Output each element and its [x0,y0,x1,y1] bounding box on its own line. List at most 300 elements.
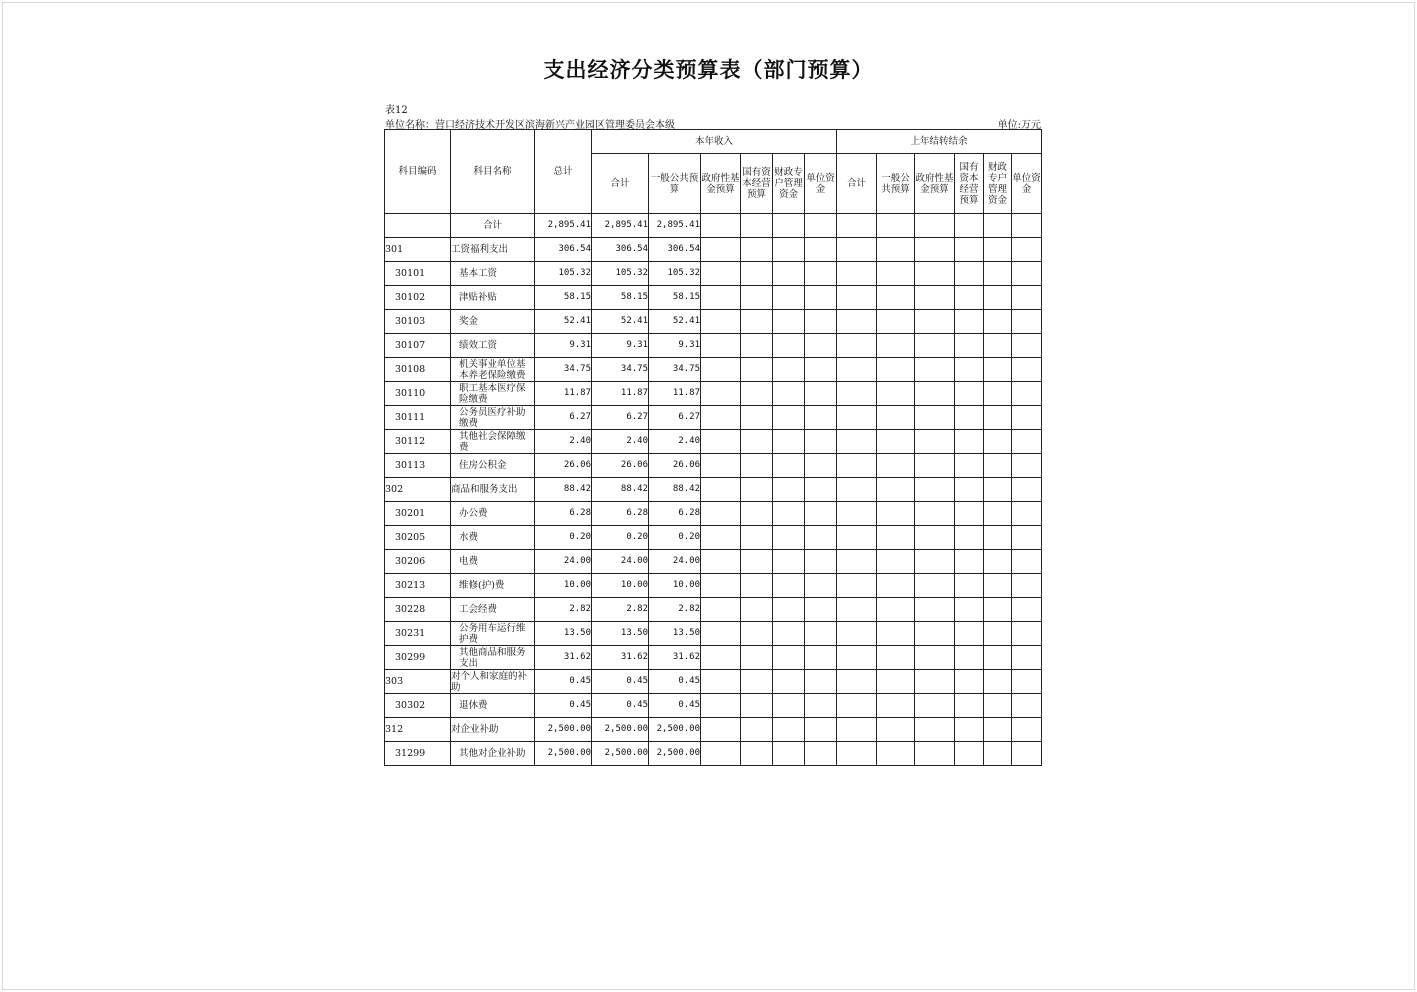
cell-empty [701,742,741,766]
cell-empty [741,598,773,622]
cell-empty [701,310,741,334]
table-row [385,574,1042,598]
cell-empty [773,382,805,406]
cell-cur-sum: 2,895.41 [592,214,649,238]
cell-empty [773,358,805,382]
cell-empty [915,718,955,742]
cell-code: 30110 [385,382,451,406]
table-row [385,358,1042,382]
cell-code: 302 [385,478,451,502]
table-row [385,286,1042,310]
table-row [385,430,1042,454]
cell-code: 30201 [385,502,451,526]
cell-name: 职工基本医疗保险缴费 [451,382,535,406]
cell-name: 合计 [451,214,535,238]
cell-empty [915,622,955,646]
cell-empty [1012,238,1042,262]
cell-cur-general: 10.00 [649,574,701,598]
cell-empty [984,262,1012,286]
header-cur-sum: 合计 [592,154,649,214]
cell-total: 6.28 [535,502,592,526]
cell-code: 30302 [385,694,451,718]
cell-empty [701,478,741,502]
cell-empty [877,214,915,238]
cell-empty [955,454,984,478]
cell-empty [877,478,915,502]
cell-empty [741,358,773,382]
cell-empty [915,694,955,718]
cell-name: 工资福利支出 [451,238,535,262]
cell-empty [955,334,984,358]
cell-empty [915,310,955,334]
cell-empty [984,550,1012,574]
cell-empty [1012,598,1042,622]
cell-total: 52.41 [535,310,592,334]
table-row [385,694,1042,718]
cell-empty [837,454,877,478]
cell-empty [984,430,1012,454]
cell-empty [741,214,773,238]
cell-name: 其他社会保障缴费 [451,430,535,454]
cell-empty [701,430,741,454]
cell-empty [984,238,1012,262]
cell-empty [741,622,773,646]
header-name: 科目名称 [451,130,535,214]
cell-empty [837,574,877,598]
cell-empty [837,310,877,334]
table-row [385,214,1042,238]
cell-empty [915,598,955,622]
cell-empty [877,430,915,454]
cell-empty [805,382,837,406]
cell-cur-general: 13.50 [649,622,701,646]
cell-empty [877,286,915,310]
cell-empty [773,670,805,694]
cell-empty [741,454,773,478]
cell-empty [1012,574,1042,598]
cell-code: 30107 [385,334,451,358]
cell-cur-sum: 31.62 [592,646,649,670]
cell-empty [773,502,805,526]
cell-empty [773,214,805,238]
cell-total: 26.06 [535,454,592,478]
cell-empty [773,622,805,646]
header-cur-fund: 政府性基金预算 [701,154,741,214]
cell-empty [773,406,805,430]
cell-total: 2.82 [535,598,592,622]
cell-empty [955,574,984,598]
cell-empty [741,382,773,406]
cell-name: 退休费 [451,694,535,718]
cell-empty [877,238,915,262]
cell-total: 11.87 [535,382,592,406]
cell-empty [741,670,773,694]
header-carry-unit-fund: 单位资金 [1012,154,1042,214]
cell-empty [805,454,837,478]
cell-empty [837,502,877,526]
cell-empty [701,502,741,526]
cell-name: 基本工资 [451,262,535,286]
cell-empty [984,574,1012,598]
table-row [385,502,1042,526]
cell-code: 30111 [385,406,451,430]
cell-empty [837,430,877,454]
cell-cur-general: 2.82 [649,598,701,622]
cell-cur-general: 0.20 [649,526,701,550]
cell-empty [915,262,955,286]
cell-empty [915,238,955,262]
cell-total: 2.40 [535,430,592,454]
cell-empty [877,310,915,334]
cell-code: 30206 [385,550,451,574]
cell-empty [773,598,805,622]
header-carry-special-account: 财政专户管理资金 [984,154,1012,214]
cell-total: 306.54 [535,238,592,262]
cell-empty [955,694,984,718]
cell-empty [837,622,877,646]
cell-cur-sum: 105.32 [592,262,649,286]
cell-empty [984,502,1012,526]
cell-empty [773,550,805,574]
cell-empty [984,694,1012,718]
cell-empty [701,454,741,478]
cell-total: 13.50 [535,622,592,646]
cell-empty [741,238,773,262]
cell-empty [773,718,805,742]
cell-empty [805,670,837,694]
cell-empty [955,430,984,454]
cell-cur-sum: 34.75 [592,358,649,382]
cell-cur-sum: 11.87 [592,382,649,406]
cell-code: 312 [385,718,451,742]
cell-empty [984,310,1012,334]
cell-empty [915,214,955,238]
cell-name: 电费 [451,550,535,574]
cell-empty [701,382,741,406]
cell-empty [984,622,1012,646]
cell-empty [1012,358,1042,382]
cell-empty [915,646,955,670]
cell-empty [915,670,955,694]
cell-empty [805,430,837,454]
cell-empty [984,382,1012,406]
cell-name: 绩效工资 [451,334,535,358]
cell-empty [741,574,773,598]
cell-total: 2,895.41 [535,214,592,238]
cell-empty [984,526,1012,550]
cell-empty [955,406,984,430]
cell-cur-general: 88.42 [649,478,701,502]
cell-empty [984,598,1012,622]
cell-total: 2,500.00 [535,742,592,766]
cell-empty [805,526,837,550]
cell-empty [805,334,837,358]
cell-cur-sum: 52.41 [592,310,649,334]
cell-empty [984,718,1012,742]
cell-empty [955,382,984,406]
cell-code: 31299 [385,742,451,766]
cell-code: 30231 [385,622,451,646]
cell-empty [915,382,955,406]
cell-empty [837,550,877,574]
cell-empty [837,718,877,742]
header-cur-special-account: 财政专户管理资金 [773,154,805,214]
cell-empty [915,574,955,598]
cell-cur-general: 2,500.00 [649,742,701,766]
cell-cur-general: 52.41 [649,310,701,334]
cell-cur-sum: 26.06 [592,454,649,478]
cell-empty [915,358,955,382]
cell-empty [877,382,915,406]
cell-empty [701,598,741,622]
header-cur-state-capital: 国有资本经营预算 [741,154,773,214]
cell-empty [805,310,837,334]
cell-cur-general: 11.87 [649,382,701,406]
cell-empty [805,718,837,742]
cell-name: 奖金 [451,310,535,334]
cell-empty [984,406,1012,430]
cell-empty [1012,622,1042,646]
cell-total: 88.42 [535,478,592,502]
cell-empty [741,310,773,334]
cell-empty [955,550,984,574]
cell-empty [741,694,773,718]
cell-empty [915,454,955,478]
cell-empty [915,286,955,310]
cell-cur-sum: 2.82 [592,598,649,622]
cell-empty [837,406,877,430]
cell-empty [955,622,984,646]
cell-total: 9.31 [535,334,592,358]
cell-cur-general: 34.75 [649,358,701,382]
table-row [385,310,1042,334]
cell-empty [837,478,877,502]
cell-name: 公务用车运行维护费 [451,622,535,646]
cell-empty [741,718,773,742]
cell-cur-sum: 6.28 [592,502,649,526]
cell-total: 24.00 [535,550,592,574]
cell-empty [955,262,984,286]
cell-empty [1012,454,1042,478]
cell-empty [877,334,915,358]
cell-empty [877,574,915,598]
cell-empty [741,502,773,526]
cell-empty [955,526,984,550]
cell-empty [955,358,984,382]
cell-code: 30101 [385,262,451,286]
table-row [385,334,1042,358]
cell-empty [701,646,741,670]
cell-empty [741,742,773,766]
cell-name: 公务员医疗补助缴费 [451,406,535,430]
table-row [385,622,1042,646]
cell-empty [1012,406,1042,430]
cell-cur-general: 6.27 [649,406,701,430]
cell-empty [915,526,955,550]
table-row [385,238,1042,262]
cell-empty [984,646,1012,670]
cell-empty [805,550,837,574]
cell-name: 水费 [451,526,535,550]
cell-empty [741,550,773,574]
cell-empty [1012,646,1042,670]
cell-empty [1012,742,1042,766]
cell-empty [701,334,741,358]
table-row [385,454,1042,478]
cell-empty [877,454,915,478]
cell-empty [877,646,915,670]
cell-code [385,214,451,238]
cell-empty [915,550,955,574]
cell-cur-general: 26.06 [649,454,701,478]
cell-name: 机关事业单位基本养老保险缴费 [451,358,535,382]
cell-empty [877,670,915,694]
cell-cur-sum: 24.00 [592,550,649,574]
cell-empty [805,406,837,430]
cell-empty [741,430,773,454]
cell-empty [773,334,805,358]
cell-name: 其他商品和服务支出 [451,646,535,670]
cell-empty [915,742,955,766]
cell-empty [773,574,805,598]
cell-empty [1012,214,1042,238]
header-total: 总计 [535,130,592,214]
cell-empty [915,334,955,358]
header-code: 科目编码 [385,130,451,214]
cell-cur-general: 31.62 [649,646,701,670]
cell-total: 2,500.00 [535,718,592,742]
cell-empty [805,238,837,262]
cell-empty [837,742,877,766]
cell-empty [741,286,773,310]
cell-empty [984,742,1012,766]
cell-cur-sum: 2.40 [592,430,649,454]
cell-cur-general: 0.45 [649,670,701,694]
cell-cur-general: 2,895.41 [649,214,701,238]
cell-empty [805,574,837,598]
cell-code: 30213 [385,574,451,598]
cell-empty [773,694,805,718]
cell-name: 津贴补贴 [451,286,535,310]
cell-name: 工会经费 [451,598,535,622]
cell-name: 维修(护)费 [451,574,535,598]
table-row [385,742,1042,766]
cell-empty [701,406,741,430]
cell-empty [877,694,915,718]
cell-empty [805,478,837,502]
cell-empty [773,430,805,454]
cell-empty [1012,526,1042,550]
cell-cur-general: 306.54 [649,238,701,262]
cell-empty [701,526,741,550]
header-cur-unit-fund: 单位资金 [805,154,837,214]
cell-empty [805,742,837,766]
header-carry-state-capital: 国有资本经营预算 [955,154,984,214]
table-row [385,382,1042,406]
cell-cur-sum: 0.45 [592,670,649,694]
header-row-1 [385,130,1042,154]
cell-empty [805,262,837,286]
cell-empty [701,694,741,718]
cell-empty [773,526,805,550]
cell-total: 0.45 [535,694,592,718]
unit-label: 单位:万元 [997,120,1041,131]
cell-empty [1012,334,1042,358]
cell-cur-sum: 58.15 [592,286,649,310]
header-current-income: 本年收入 [592,130,837,154]
cell-cur-sum: 0.45 [592,694,649,718]
cell-empty [877,358,915,382]
cell-empty [915,430,955,454]
cell-empty [701,358,741,382]
cell-empty [773,286,805,310]
cell-empty [701,622,741,646]
cell-empty [1012,502,1042,526]
cell-empty [984,334,1012,358]
cell-empty [701,262,741,286]
cell-code: 30228 [385,598,451,622]
cell-cur-sum: 9.31 [592,334,649,358]
cell-empty [837,358,877,382]
cell-empty [877,502,915,526]
cell-cur-general: 9.31 [649,334,701,358]
cell-empty [1012,382,1042,406]
header-carryover: 上年结转结余 [837,130,1042,154]
cell-code: 30112 [385,430,451,454]
cell-empty [1012,262,1042,286]
cell-empty [877,262,915,286]
budget-table [384,129,1042,766]
cell-empty [1012,310,1042,334]
cell-empty [805,286,837,310]
cell-empty [955,286,984,310]
cell-empty [701,670,741,694]
cell-empty [701,214,741,238]
cell-empty [773,238,805,262]
cell-cur-general: 24.00 [649,550,701,574]
cell-code: 30205 [385,526,451,550]
table-row [385,646,1042,670]
cell-cur-sum: 88.42 [592,478,649,502]
cell-cur-sum: 2,500.00 [592,742,649,766]
cell-empty [805,214,837,238]
cell-cur-sum: 306.54 [592,238,649,262]
cell-empty [984,670,1012,694]
cell-empty [741,406,773,430]
cell-empty [1012,478,1042,502]
cell-empty [915,406,955,430]
table-row [385,262,1042,286]
cell-total: 0.20 [535,526,592,550]
cell-empty [877,598,915,622]
table-row [385,598,1042,622]
cell-total: 0.45 [535,670,592,694]
cell-cur-sum: 0.20 [592,526,649,550]
cell-empty [955,646,984,670]
cell-empty [877,526,915,550]
cell-code: 30108 [385,358,451,382]
cell-cur-general: 6.28 [649,502,701,526]
cell-empty [877,622,915,646]
cell-name: 住房公积金 [451,454,535,478]
cell-cur-general: 2.40 [649,430,701,454]
cell-empty [955,502,984,526]
cell-total: 10.00 [535,574,592,598]
cell-cur-general: 2,500.00 [649,718,701,742]
cell-empty [837,670,877,694]
cell-empty [773,742,805,766]
header-carry-fund: 政府性基金预算 [915,154,955,214]
